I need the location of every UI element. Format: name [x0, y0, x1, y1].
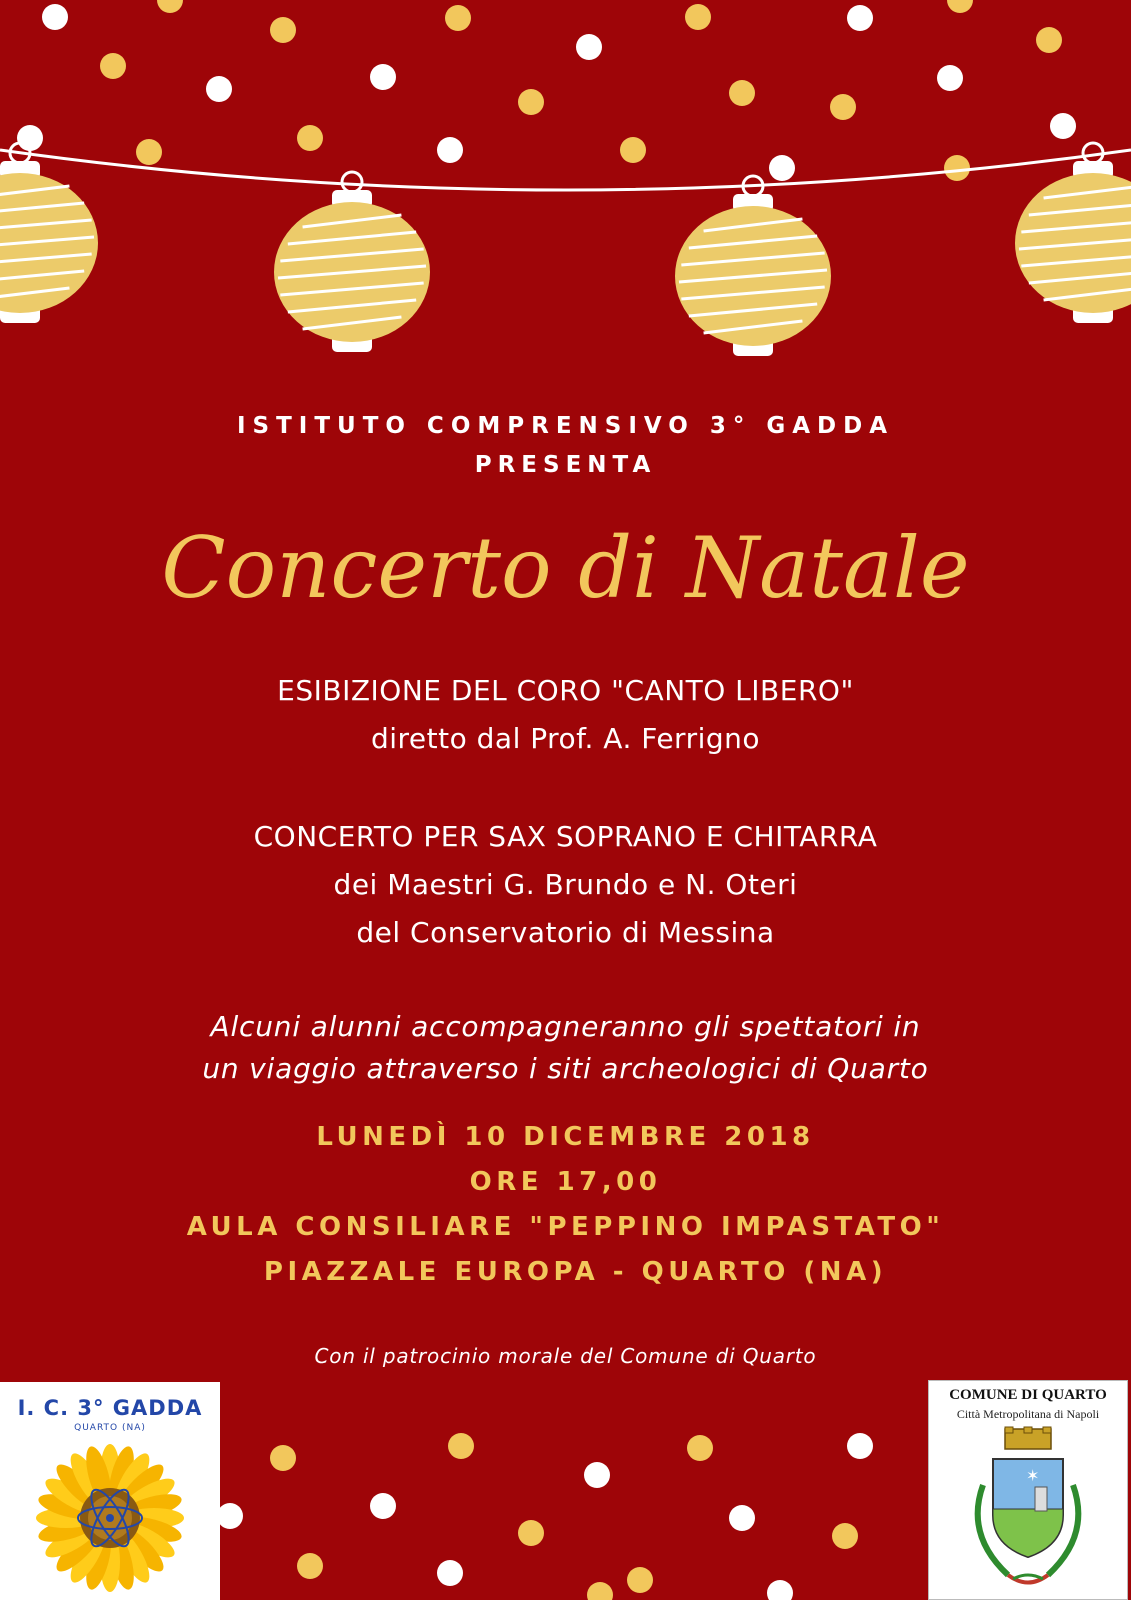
confetti-dot [448, 1433, 474, 1459]
event-date: LUNEDÌ 10 DICEMBRE 2018 [316, 1122, 815, 1152]
lantern-icon [1015, 143, 1131, 323]
confetti-dot [937, 65, 963, 91]
lantern-icon [0, 143, 98, 323]
presents-label: PRESENTA [474, 452, 657, 478]
svg-text:✶: ✶ [1026, 1466, 1040, 1485]
confetti-dot [518, 1520, 544, 1546]
lantern-icon [274, 172, 430, 352]
confetti-dot [157, 0, 183, 13]
confetti-dot [627, 1567, 653, 1593]
confetti-dot [445, 5, 471, 31]
confetti-dot [370, 64, 396, 90]
students-line-2: un viaggio attraverso i siti archeologici di Quarto [202, 1052, 929, 1085]
event-time: ORE 17,00 [469, 1167, 662, 1197]
concert-performers: dei Maestri G. Brundo e N. Oteri [333, 868, 798, 901]
confetti-dot [944, 155, 970, 181]
concert-conservatory: del Conservatorio di Messina [356, 916, 775, 949]
school-name: ISTITUTO COMPRENSIVO 3° GADDA [236, 413, 895, 439]
confetti-dot [370, 1493, 396, 1519]
confetti-dot [437, 1560, 463, 1586]
confetti-dot [587, 1582, 613, 1600]
comune-logo-name: COMUNE DI QUARTO [949, 1387, 1107, 1403]
confetti-dot [42, 4, 68, 30]
confetti-dot [620, 137, 646, 163]
concert-title: CONCERTO PER SAX SOPRANO E CHITARRA [253, 820, 878, 853]
confetti-dot [206, 76, 232, 102]
confetti-dot [847, 5, 873, 31]
confetti-dot [576, 34, 602, 60]
confetti-dot [847, 1433, 873, 1459]
confetti-dot [830, 94, 856, 120]
confetti-dot [687, 1435, 713, 1461]
confetti-dot [100, 53, 126, 79]
school-logo-place: QUARTO (NA) [74, 1423, 146, 1433]
confetti-dot [1036, 27, 1062, 53]
comune-logo-subtitle: Città Metropolitana di Napoli [956, 1407, 1100, 1421]
sunflower-atom-icon [30, 1438, 190, 1598]
confetti-dot [832, 1523, 858, 1549]
confetti-dot [297, 1553, 323, 1579]
confetti-dot [767, 1580, 793, 1600]
confetti-dot [217, 1503, 243, 1529]
patronage-note: Con il patrocinio morale del Comune di Quarto [314, 1344, 817, 1368]
confetti-dot [729, 1505, 755, 1531]
lantern-icon [675, 176, 831, 356]
event-venue: AULA CONSILIARE "PEPPINO IMPASTATO" [186, 1212, 945, 1242]
confetti-dot [270, 1445, 296, 1471]
confetti-dot [17, 125, 43, 151]
confetti-dot [518, 89, 544, 115]
confetti-dot [136, 139, 162, 165]
confetti-dot [769, 155, 795, 181]
confetti-dot [270, 17, 296, 43]
confetti-dot [584, 1462, 610, 1488]
confetti-dot [947, 0, 973, 13]
choir-title: ESIBIZIONE DEL CORO "CANTO LIBERO" [277, 674, 854, 707]
event-title: Concerto di Natale [161, 519, 970, 617]
confetti-dot [437, 137, 463, 163]
confetti-dot [685, 4, 711, 30]
choir-director: diretto dal Prof. A. Ferrigno [370, 722, 761, 755]
confetti-dot [729, 80, 755, 106]
confetti-dot [297, 125, 323, 151]
coat-of-arms-icon [953, 1425, 1103, 1597]
comune-logo [928, 1380, 1128, 1600]
school-logo-name: I. C. 3° GADDA [17, 1396, 203, 1420]
event-address: PIAZZALE EUROPA - QUARTO (NA) [263, 1257, 888, 1287]
students-line-1: Alcuni alunni accompagneranno gli spettatori in [210, 1010, 921, 1043]
school-logo [0, 1382, 220, 1600]
confetti-dot [1050, 113, 1076, 139]
